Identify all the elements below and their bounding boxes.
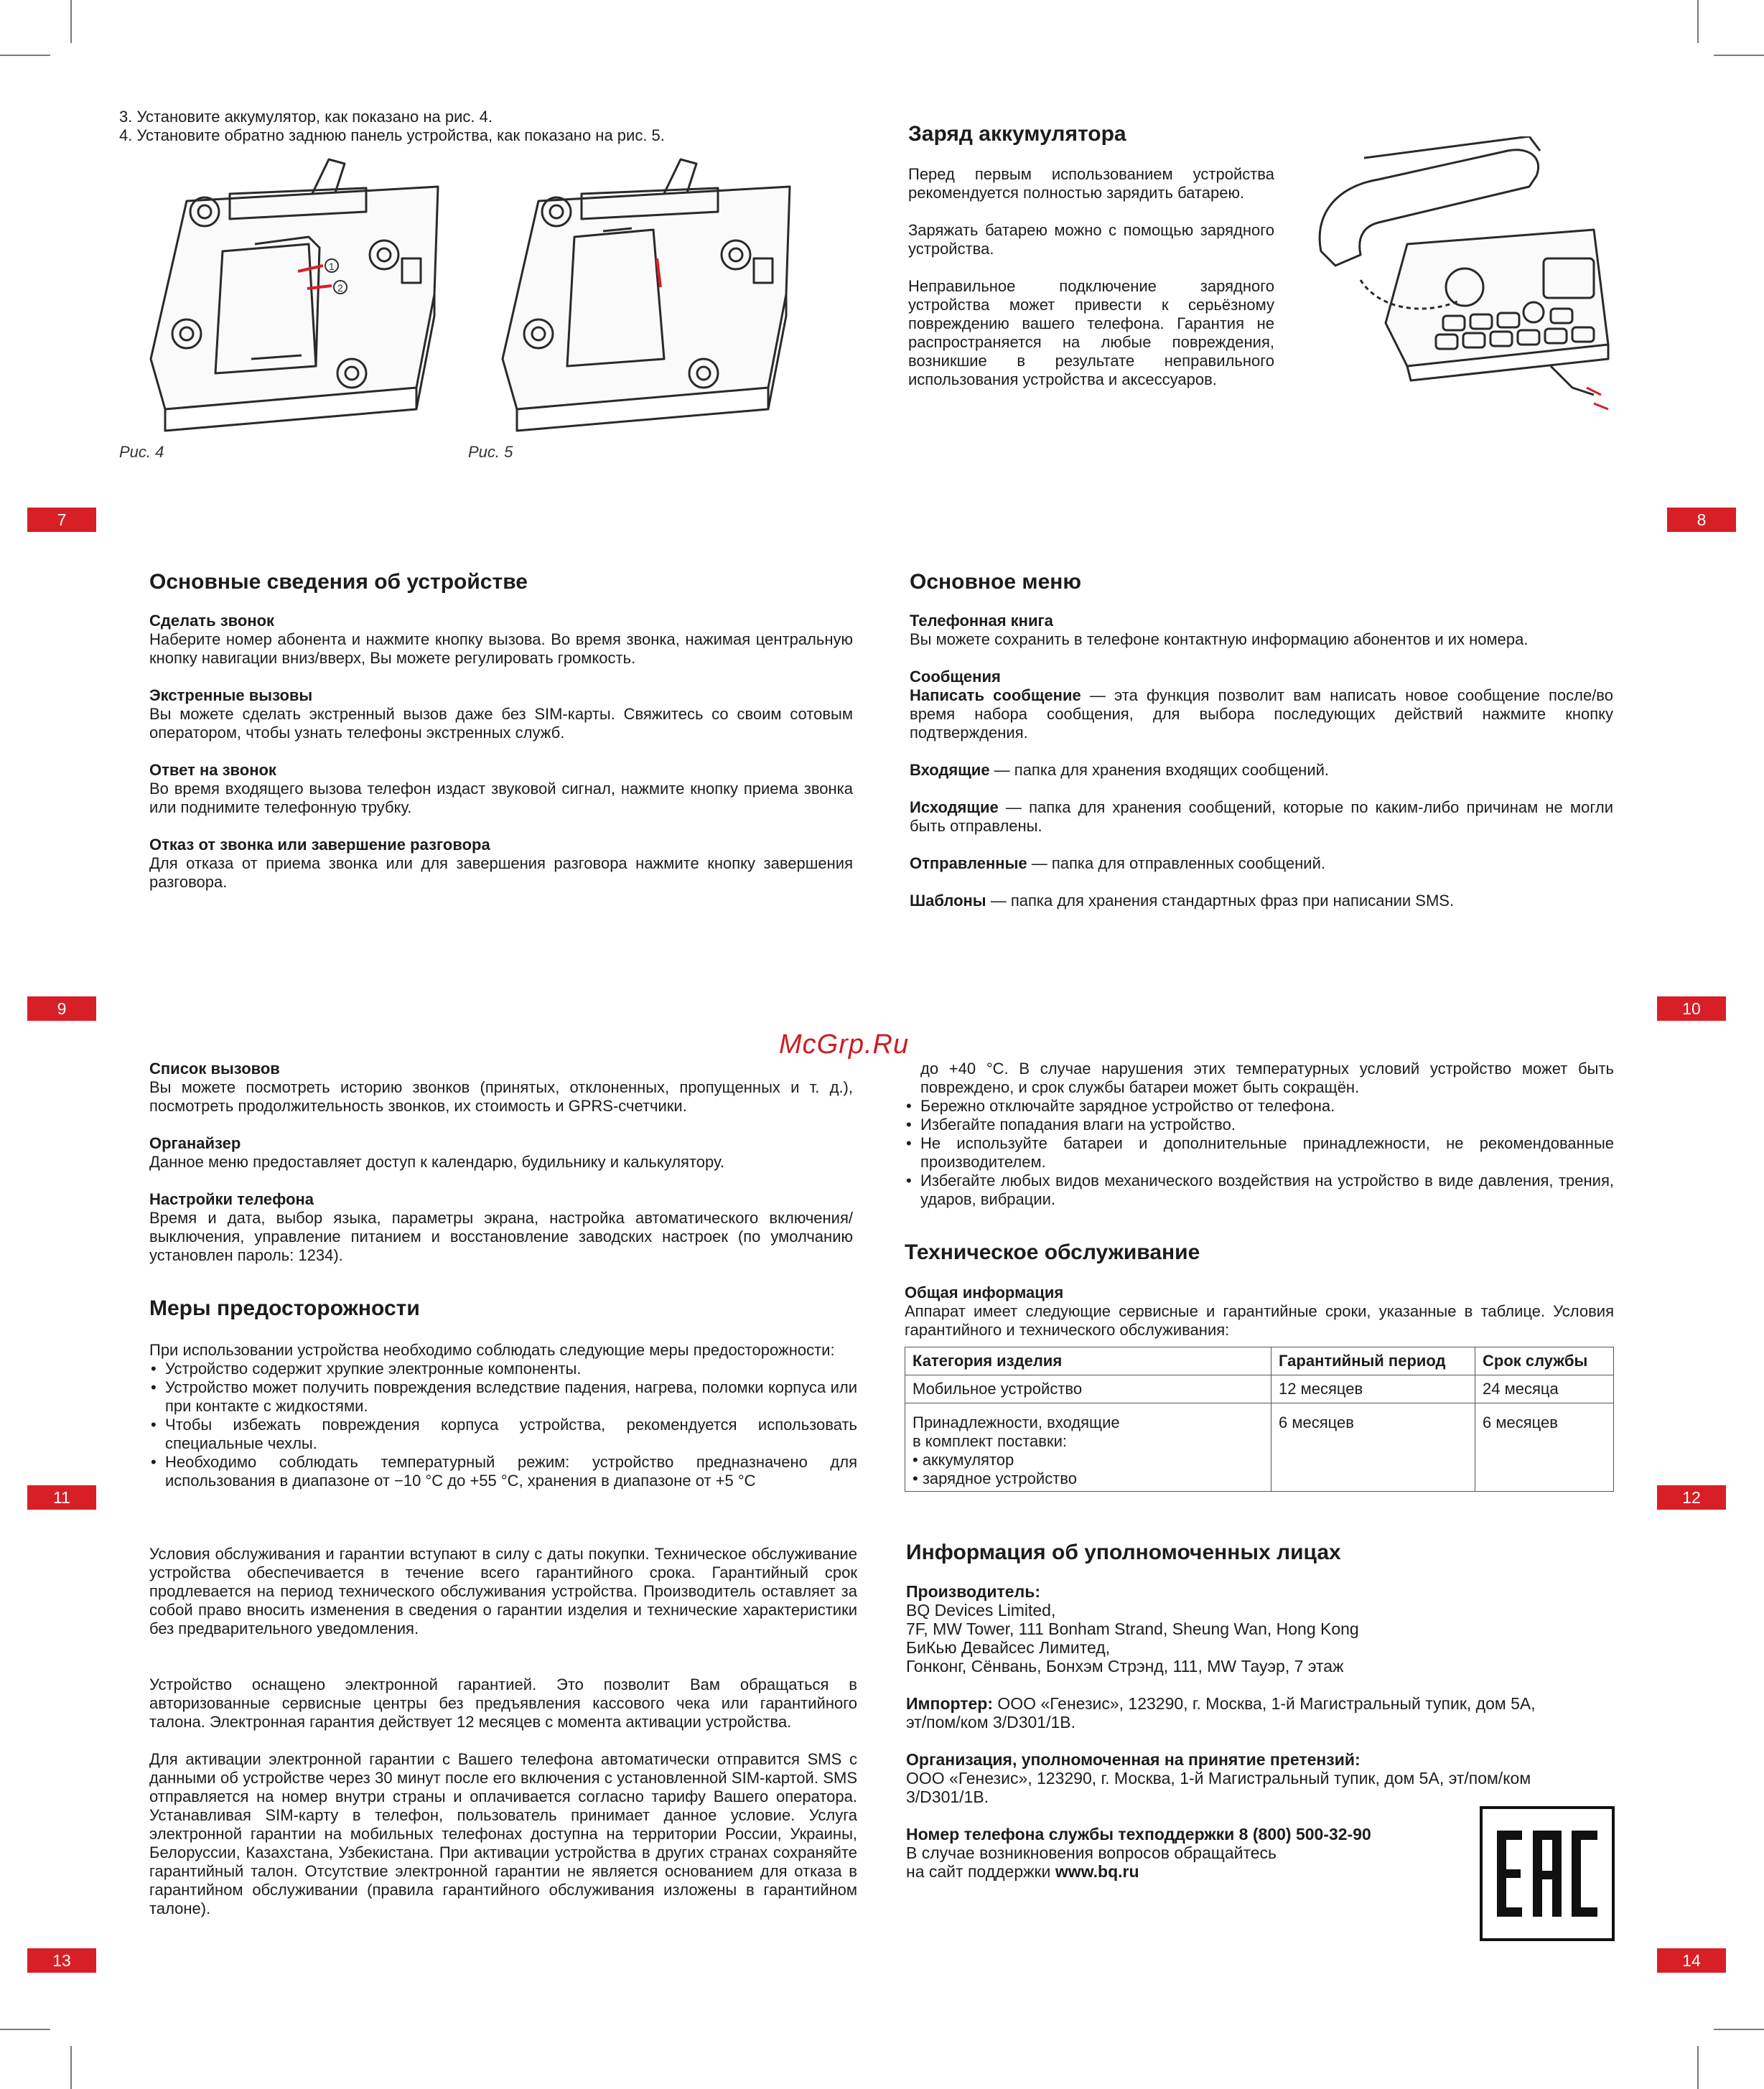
eac-certification-mark xyxy=(1480,1806,1615,1941)
charge-para-2: Заряжать батарею можно с помощью зарядного устройства. xyxy=(908,221,1274,258)
claims-label: Организация, уполномоченная на принятие претензий: xyxy=(906,1750,1361,1769)
table-cell: 6 месяцев xyxy=(1475,1403,1614,1492)
list-item: • Не используйте батареи и дополнительные принадлежности, не рекомендованные производителем. xyxy=(905,1134,1614,1172)
page-number-12: 12 xyxy=(1657,1485,1726,1510)
precautions-list xyxy=(149,1360,857,1490)
table-cell: 12 месяцев xyxy=(1271,1375,1475,1403)
temperature-continued: до +40 °C. В случае нарушения этих температурных условий устройство может быть повреждено, и срок службы батареи может быть сокращён. xyxy=(920,1060,1614,1096)
menu-item: Входящие — папка для хранения входящих сообщений. xyxy=(910,761,1330,779)
list-item: • Избегайте попадания влаги на устройство. xyxy=(905,1116,1614,1134)
manufacturer-line: 7F, MW Tower, 111 Bonham Strand, Sheung Wan, Hong Kong xyxy=(906,1620,1359,1638)
page-number-13: 13 xyxy=(27,1948,96,1973)
charger-arrow xyxy=(1594,403,1608,409)
page-number-11: 11 xyxy=(27,1485,96,1510)
table-cell: 6 месяцев xyxy=(1271,1403,1475,1492)
watermark: McGrp.Ru xyxy=(779,1029,910,1060)
table-cell: 24 месяца xyxy=(1475,1375,1614,1403)
list-item: • Бережно отключайте зарядное устройство от телефона. xyxy=(905,1097,1614,1116)
settings-text: Время и дата, выбор языка, параметры экрана, настройка автоматического включения/выключения, управление питанием и восстановление заводских настроек (по умолчанию установлен пароль: 1234). xyxy=(149,1209,853,1264)
desk-phone-illustration xyxy=(1292,136,1623,431)
page-number-14: 14 xyxy=(1657,1948,1726,1973)
crop-mark xyxy=(1697,2046,1699,2089)
column-header: Гарантийный период xyxy=(1271,1347,1475,1375)
list-item: • Чтобы избежать повреждения корпуса устройства, рекомендуется использовать специальные чехлы. xyxy=(149,1416,857,1453)
emergency-text: Вы можете сделать экстренный вызов даже без SIM-карты. Свяжитесь со своим сотовым оператором, чтобы узнать телефоны экстренных служб. xyxy=(149,705,853,742)
make-call-text: Наберите номер абонента и нажмите кнопку вызова. Во время звонка, нажимая центральную кнопку навигации вниз/вверх, Вы можете регулировать громкость. xyxy=(149,630,853,667)
list-item: • Необходимо соблюдать температурный режим: устройство предназначено для использования в диапазоне от −10 °C до +55 °C, хранения в диапазоне от +5 °C xyxy=(149,1453,857,1490)
page-number-9: 9 xyxy=(27,996,96,1021)
support-text: В случае возникновения вопросов обращайтесь xyxy=(906,1843,1277,1862)
crop-mark xyxy=(70,2046,72,2089)
warranty-para-2: Устройство оснащено электронной гарантией. Это позволит Вам обращаться в авторизованные сервисные центры без предъявления кассового чека или гарантийного талона. Электронная гарантия действует 12 месяцев с момента активации устройства. xyxy=(149,1676,857,1731)
charge-para-3: Неправильное подключение зарядного устройства может привести к серьёзному повреждению вашего телефона. Гарантия не распространяется на любые повреждения, возникшие в результате неправильного использования устройства и аксессуаров. xyxy=(908,277,1274,388)
maintenance-general xyxy=(905,1284,1614,1340)
maintenance-title: Техническое обслуживание xyxy=(905,1240,1200,1264)
crop-mark xyxy=(0,2029,50,2030)
table-cell: Мобильное устройство xyxy=(905,1375,1271,1403)
page-number-8: 8 xyxy=(1667,508,1736,532)
precautions-continued xyxy=(905,1060,1614,1209)
column-header: Срок службы xyxy=(1475,1347,1614,1375)
phonebook-heading: Телефонная книга xyxy=(910,612,1053,630)
main-menu-title: Основное меню xyxy=(910,570,1081,594)
battery-charge-text xyxy=(908,165,1274,389)
support-phone: Номер телефона службы техподдержки 8 (800) 500-32-90 xyxy=(906,1825,1371,1843)
make-call-heading: Сделать звонок xyxy=(149,612,275,630)
reject-heading: Отказ от звонка или завершение разговора xyxy=(149,836,490,854)
warranty-para-3: Для активации электронной гарантии с Вашего телефона автоматически отправится SMS с данными об устройстве через 30 минут после его включения с установленной SIM-картой. SMS отправляется на номер внутри страны и оплачивается согласно тарифу Вашего оператора. Устанавливая SIM-карту в телефон, пользователь принимает данное условие. Услуга электронной гарантии на мобильных телефонах доступна на территории России, Украины, Белоруссии, Казахстана, Узбекистана. При активации устройства в других странах сохраняйте гарантийный талон. Отсутствие электронной гарантии не является основанием для отказа в гарантийном обслуживании (правила гарантийного обслуживания изложены в гарантийном талоне). xyxy=(149,1750,857,1917)
figure-4-caption: Рис. 4 xyxy=(119,443,164,461)
crop-mark xyxy=(1714,55,1764,56)
list-item: • Устройство может получить повреждения вследствие падения, нагрева, поломки корпуса или при контакте с жидкостями. xyxy=(149,1378,857,1416)
battery-charge-title: Заряд аккумулятора xyxy=(908,122,1126,146)
manufacturer-line: БиКью Девайсес Лимитед, xyxy=(906,1638,1111,1657)
emergency-heading: Экстренные вызовы xyxy=(149,686,313,704)
precautions-list-2 xyxy=(905,1097,1614,1209)
column-header: Категория изделия xyxy=(905,1347,1271,1375)
answer-heading: Ответ на звонок xyxy=(149,761,276,779)
menu-item: Написать сообщение — эта функция позволит вам написать новое сообщение после/во время набора сообщения, для выбора последующих действий нажмите кнопку подтверждения. xyxy=(910,686,1613,742)
install-steps xyxy=(119,108,873,145)
call-log-text: Вы можете посмотреть историю звонков (принятых, отклоненных, пропущенных и т. д.), посмотреть продолжительность звонков, их стоимость и GPRS-счетчики. xyxy=(149,1078,853,1115)
precautions-title: Меры предосторожности xyxy=(149,1296,420,1320)
fig4-mark-1: 1 xyxy=(329,261,335,272)
call-log-heading: Список вызовов xyxy=(149,1060,280,1078)
main-menu-content xyxy=(910,612,1613,910)
page-number-7: 7 xyxy=(27,508,96,532)
table-row xyxy=(905,1375,1614,1403)
manufacturer-line: BQ Devices Limited, xyxy=(906,1601,1056,1620)
figure-5-caption: Рис. 5 xyxy=(468,443,513,461)
table-row xyxy=(905,1403,1614,1492)
reject-text: Для отказа от приема звонка или для завершения разговора нажмите кнопку завершения разговора. xyxy=(149,854,853,891)
crop-mark xyxy=(70,0,72,43)
crop-mark xyxy=(1697,0,1699,43)
fig4-mark-2: 2 xyxy=(337,282,343,294)
authorized-persons-title: Информация об уполномоченных лицах xyxy=(906,1541,1341,1564)
menu-item: Отправленные — папка для отправленных сообщений. xyxy=(910,854,1325,872)
table-cell: Принадлежности, входящие в комплект поставки: • аккумулятор • зарядное устройство xyxy=(905,1403,1271,1492)
phonebook-text: Вы можете сохранить в телефоне контактную информацию абонентов и их номера. xyxy=(910,630,1529,648)
device-basics-title: Основные сведения об устройстве xyxy=(149,570,528,594)
crop-mark xyxy=(1714,2029,1764,2030)
step-4: 4. Установите обратно заднюю панель устройства, как показано на рис. 5. xyxy=(119,126,665,144)
messages-heading: Сообщения xyxy=(910,668,1001,686)
precautions-intro: При использовании устройства необходимо соблюдать следующие меры предосторожности: xyxy=(149,1341,835,1359)
support-site-link[interactable]: www.bq.ru xyxy=(1055,1862,1139,1881)
authorized-persons-content xyxy=(906,1582,1538,1881)
manufacturer-line: Гонконг, Сёнвань, Бонхэм Стрэнд, 111, MW Тауэр, 7 этаж xyxy=(906,1657,1344,1676)
table-header-row xyxy=(905,1347,1614,1375)
warranty-conditions xyxy=(149,1545,857,1918)
charge-para-1: Перед первым использованием устройства рекомендуется полностью зарядить батарею. xyxy=(908,165,1274,202)
warranty-para-1: Условия обслуживания и гарантии вступают в силу с даты покупки. Техническое обслуживание устройства обеспечивается в течение всего гарантийного срока. Гарантийный срок продлевается на период технического обслуживания устройства. Производитель оставляет за собой право вносить изменения в сведения о гарантии изделия и технические характеристики без предварительного уведомления. xyxy=(149,1545,857,1637)
step-3: 3. Установите аккумулятор, как показано на рис. 4. xyxy=(119,108,493,126)
figure-4-battery-install xyxy=(136,151,452,445)
general-info-heading: Общая информация xyxy=(905,1284,1064,1301)
importer: Импортер: ООО «Генезис», 123290, г. Москва, 1-й Магистральный тупик, дом 5А, эт/пом/ком 3/D301/1B. xyxy=(906,1694,1536,1732)
manufacturer-label: Производитель: xyxy=(906,1582,1040,1601)
figure-5-back-cover xyxy=(488,151,804,445)
menu-continued xyxy=(149,1060,853,1265)
warranty-table xyxy=(905,1347,1614,1492)
organizer-text: Данное меню предоставляет доступ к календарю, будильнику и калькулятору. xyxy=(149,1153,724,1171)
crop-mark xyxy=(0,55,50,56)
menu-item: Шаблоны — папка для хранения стандартных фраз при написании SMS. xyxy=(910,892,1455,910)
settings-heading: Настройки телефона xyxy=(149,1190,314,1208)
precautions-content xyxy=(149,1341,857,1490)
page-number-10: 10 xyxy=(1657,996,1726,1021)
list-item: • Избегайте любых видов механического воздействия на устройство в виде давления, трения, ударов, вибрации. xyxy=(905,1172,1614,1209)
support-site: на сайт поддержки www.bq.ru xyxy=(906,1862,1139,1881)
general-info-text: Аппарат имеет следующие сервисные и гарантийные сроки, указанные в таблице. Условия гарантийного и технического обслуживания: xyxy=(905,1302,1614,1339)
device-basics-sections xyxy=(149,612,853,892)
claims-text: ООО «Генезис», 123290, г. Москва, 1-й Магистральный тупик, дом 5А, эт/пом/ком 3/D301/1B. xyxy=(906,1769,1531,1806)
organizer-heading: Органайзер xyxy=(149,1134,241,1152)
menu-item: Исходящие — папка для хранения сообщений, которые по каким-либо причинам не могли быть отправлены. xyxy=(910,798,1613,835)
list-item: • Устройство содержит хрупкие электронные компоненты. xyxy=(149,1360,857,1378)
answer-text: Во время входящего вызова телефон издаст звуковой сигнал, нажмите кнопку приема звонка или поднимите телефонную трубку. xyxy=(149,780,853,816)
